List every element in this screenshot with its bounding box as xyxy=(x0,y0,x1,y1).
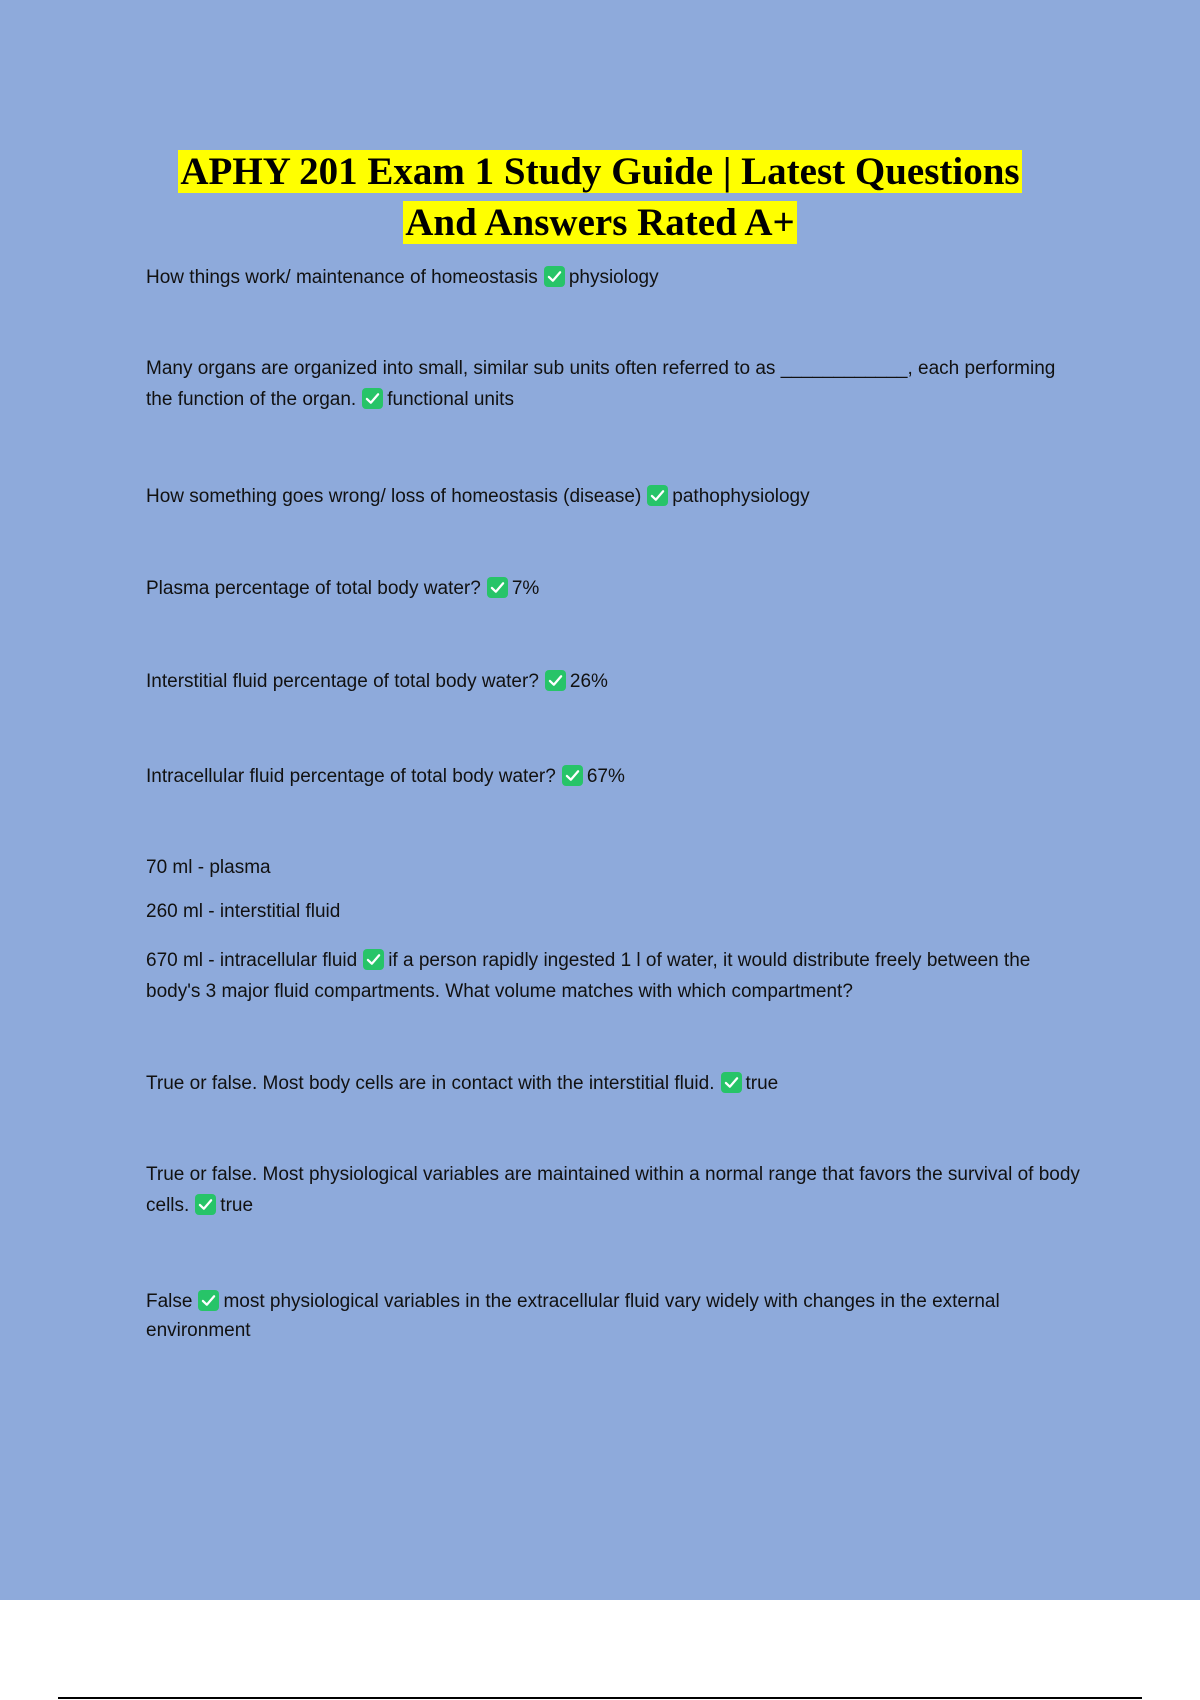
question-text: How something goes wrong/ loss of homeostasis (disease) xyxy=(146,486,642,507)
title-line-2: And Answers Rated A+ xyxy=(405,201,795,244)
check-mark-icon xyxy=(363,949,384,970)
question-text: How things work/ maintenance of homeostasis xyxy=(146,267,538,288)
qa-item-1 xyxy=(146,262,1086,293)
qa-item-3 xyxy=(146,481,1086,512)
question-text: Interstitial fluid percentage of total body water? xyxy=(146,671,539,692)
qa-item-10 xyxy=(146,1287,1086,1345)
answer-text: physiology xyxy=(568,267,659,288)
question-text: True or false. Most body cells are in contact with the interstitial fluid. xyxy=(146,1073,715,1094)
answer-text: true xyxy=(220,1195,254,1216)
compartment-line-plasma xyxy=(146,852,1086,883)
check-mark-icon xyxy=(562,765,583,786)
check-mark-icon xyxy=(195,1194,216,1215)
document-title xyxy=(0,146,1200,248)
check-mark-icon xyxy=(362,388,383,409)
check-mark-icon xyxy=(545,670,566,691)
answer-text: pathophysiology xyxy=(672,486,810,507)
check-mark-icon xyxy=(544,266,565,287)
answer-text: 26% xyxy=(569,671,608,692)
question-text: False xyxy=(146,1291,193,1312)
question-text: True or false. Most physiological variables are maintained within a normal range that favors the survival of body cells. xyxy=(146,1164,1080,1216)
answer-text: 67% xyxy=(586,766,625,787)
question-text: 670 ml - intracellular fluid xyxy=(146,950,358,971)
qa-item-5 xyxy=(146,666,1086,697)
question-text: Intracellular fluid percentage of total body water? xyxy=(146,766,556,787)
qa-item-6 xyxy=(146,761,1086,792)
answer-text: true xyxy=(745,1073,779,1094)
answer-text: 7% xyxy=(511,578,540,599)
answer-text: most physiological variables in the extracellular fluid vary widely with changes in the external environment xyxy=(146,1291,1000,1341)
compartment-line-interstitial xyxy=(146,896,1086,927)
check-mark-icon xyxy=(721,1072,742,1093)
qa-item-7 xyxy=(146,945,1086,1007)
check-mark-icon xyxy=(647,485,668,506)
check-mark-icon xyxy=(198,1290,219,1311)
question-text: Plasma percentage of total body water? xyxy=(146,578,481,599)
compartment-text: 260 ml - interstitial fluid xyxy=(146,901,341,922)
qa-item-9 xyxy=(146,1159,1086,1221)
title-line-1: APHY 201 Exam 1 Study Guide | Latest Questions xyxy=(180,150,1020,193)
qa-item-2 xyxy=(146,353,1086,415)
question-text: Many organs are organized into small, similar sub units often referred to as ____________, each performing the function of the organ. xyxy=(146,358,1056,410)
answer-text: functional units xyxy=(387,389,514,410)
check-mark-icon xyxy=(487,577,508,598)
qa-item-8 xyxy=(146,1068,1086,1099)
answer-text: if a person rapidly ingested 1 l of water, it would distribute freely between the body's 3 major fluid compartments. What volume matches with which compartment? xyxy=(146,950,1031,1002)
compartment-text: 70 ml - plasma xyxy=(146,857,271,878)
bottom-divider xyxy=(58,1697,1142,1699)
qa-item-4 xyxy=(146,573,1086,604)
